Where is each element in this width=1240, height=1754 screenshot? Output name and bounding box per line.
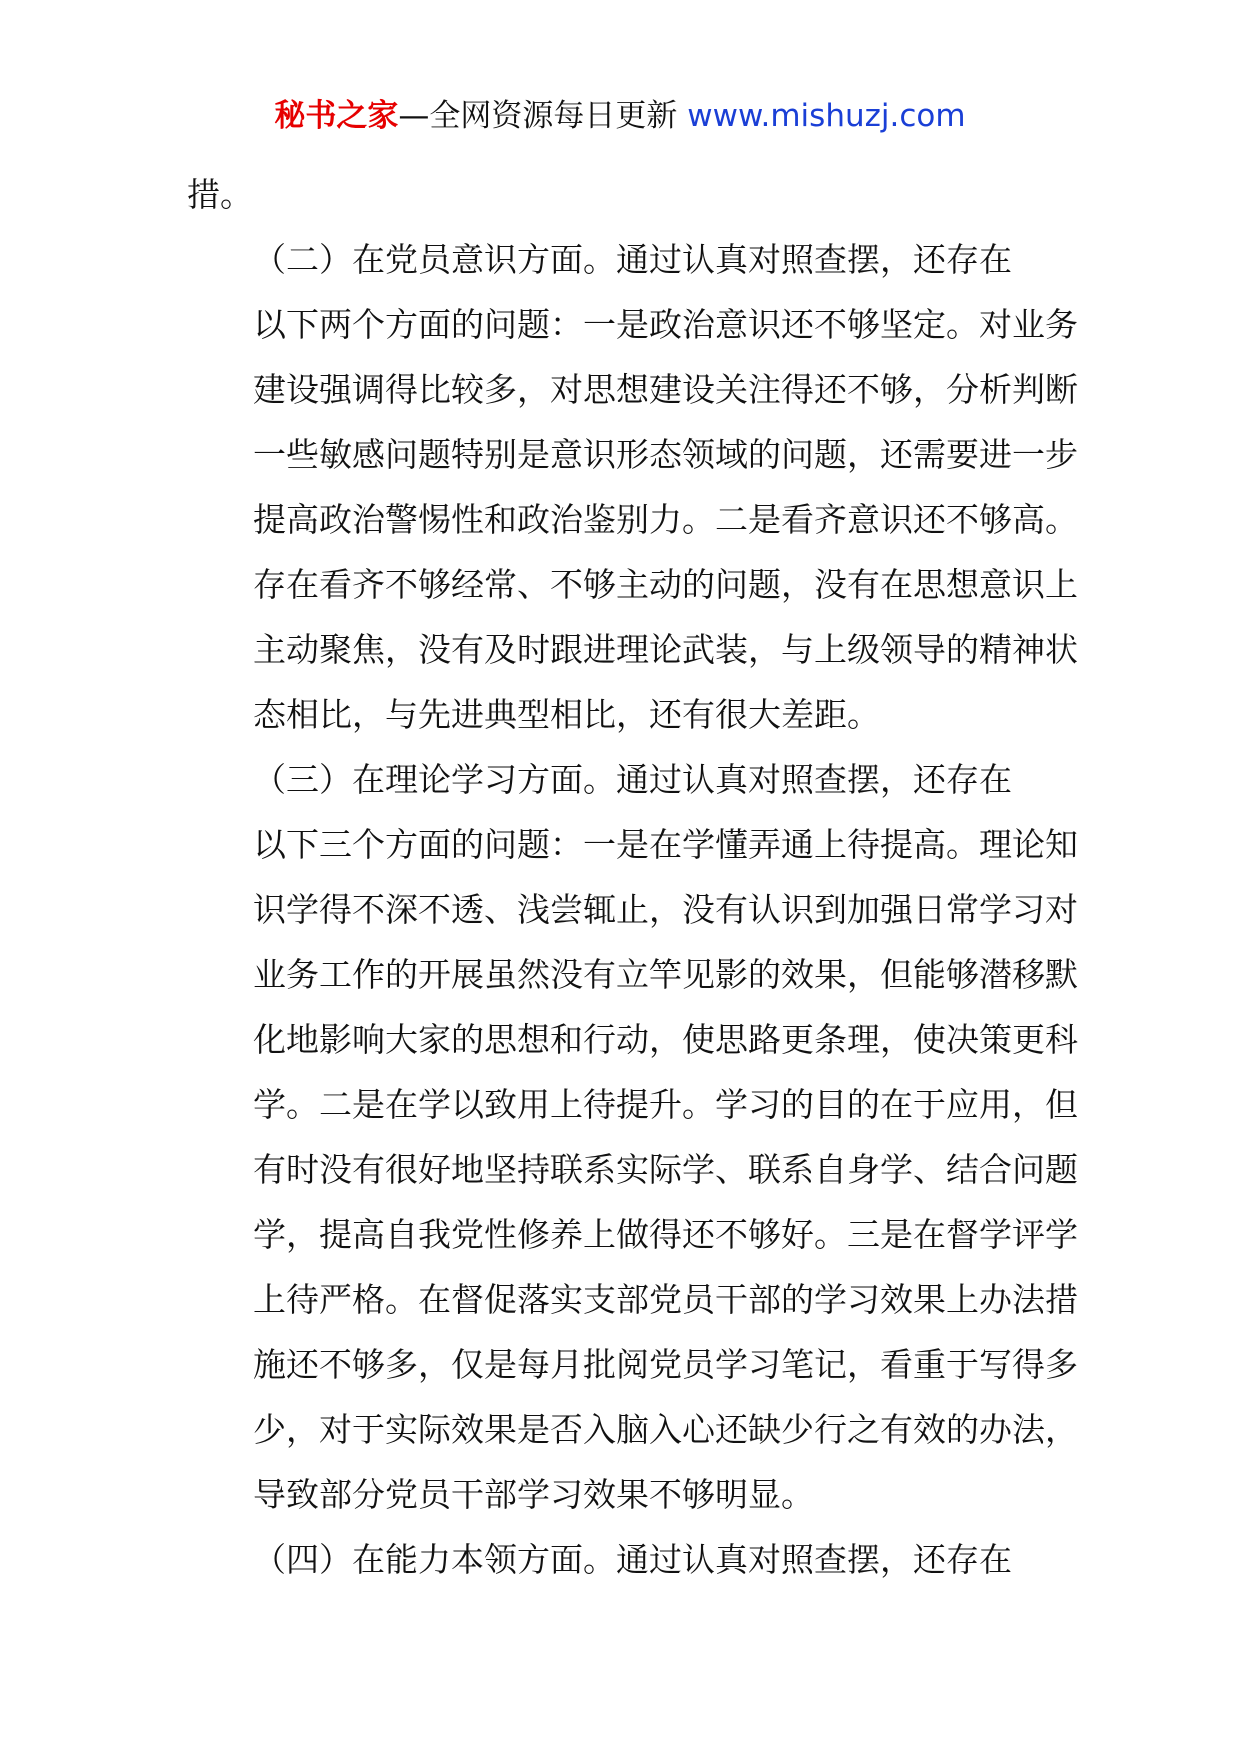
text-line: 业务工作的开展虽然没有立竿见影的效果，但能够潜移默 xyxy=(253,955,1078,994)
document-body xyxy=(187,162,1078,1592)
text-line: 学，提高自我党性修养上做得还不够好。三是在督学评学 xyxy=(253,1215,1078,1254)
text-line: 措。 xyxy=(187,175,253,214)
text-line: 以下两个方面的问题：一是政治意识还不够坚定。对业务 xyxy=(253,305,1078,344)
text-line: 以下三个方面的问题：一是在学懂弄通上待提高。理论知 xyxy=(253,825,1078,864)
text-line: 导致部分党员干部学习效果不够明显。 xyxy=(253,1475,814,1514)
text-line: 一些敏感问题特别是意识形态领域的问题，还需要进一步 xyxy=(253,435,1078,474)
text-line: 上待严格。在督促落实支部党员干部的学习效果上办法措 xyxy=(253,1280,1078,1319)
paragraph-party-awareness xyxy=(187,227,1078,747)
paragraph-ability xyxy=(187,1527,1055,1592)
text-line: 建设强调得比较多，对思想建设关注得还不够，分析判断 xyxy=(253,370,1078,409)
paragraph-continuation xyxy=(187,162,1055,227)
site-url[interactable]: www.mishuzj.com xyxy=(687,98,966,134)
text-line: （四）在能力本领方面。通过认真对照查摆，还存在 xyxy=(253,1540,1012,1579)
text-line: 学。二是在学以致用上待提升。学习的目的在于应用，但 xyxy=(253,1085,1078,1124)
text-line: 存在看齐不够经常、不够主动的问题，没有在思想意识上 xyxy=(253,565,1078,604)
site-brand: 秘书之家 xyxy=(274,98,399,134)
text-line: 少，对于实际效果是否入脑入心还缺少行之有效的办法， xyxy=(253,1410,1078,1449)
text-line: （三）在理论学习方面。通过认真对照查摆，还存在 xyxy=(253,760,1012,799)
text-line: 态相比，与先进典型相比，还有很大差距。 xyxy=(253,695,880,734)
text-line: （二）在党员意识方面。通过认真对照查摆，还存在 xyxy=(253,240,1012,279)
text-line: 施还不够多，仅是每月批阅党员学习笔记，看重于写得多 xyxy=(253,1345,1078,1384)
page-header xyxy=(0,96,1240,136)
text-line: 有时没有很好地坚持联系实际学、联系自身学、结合问题 xyxy=(253,1150,1078,1189)
text-line: 化地影响大家的思想和行动，使思路更条理，使决策更科 xyxy=(253,1020,1078,1059)
paragraph-theory-study xyxy=(187,747,1078,1527)
text-line: 提高政治警惕性和政治鉴别力。二是看齐意识还不够高。 xyxy=(253,500,1078,539)
site-tagline: —全网资源每日更新 xyxy=(398,98,688,134)
text-line: 识学得不深不透、浅尝辄止，没有认识到加强日常学习对 xyxy=(253,890,1078,929)
text-line: 主动聚焦，没有及时跟进理论武装，与上级领导的精神状 xyxy=(253,630,1078,669)
